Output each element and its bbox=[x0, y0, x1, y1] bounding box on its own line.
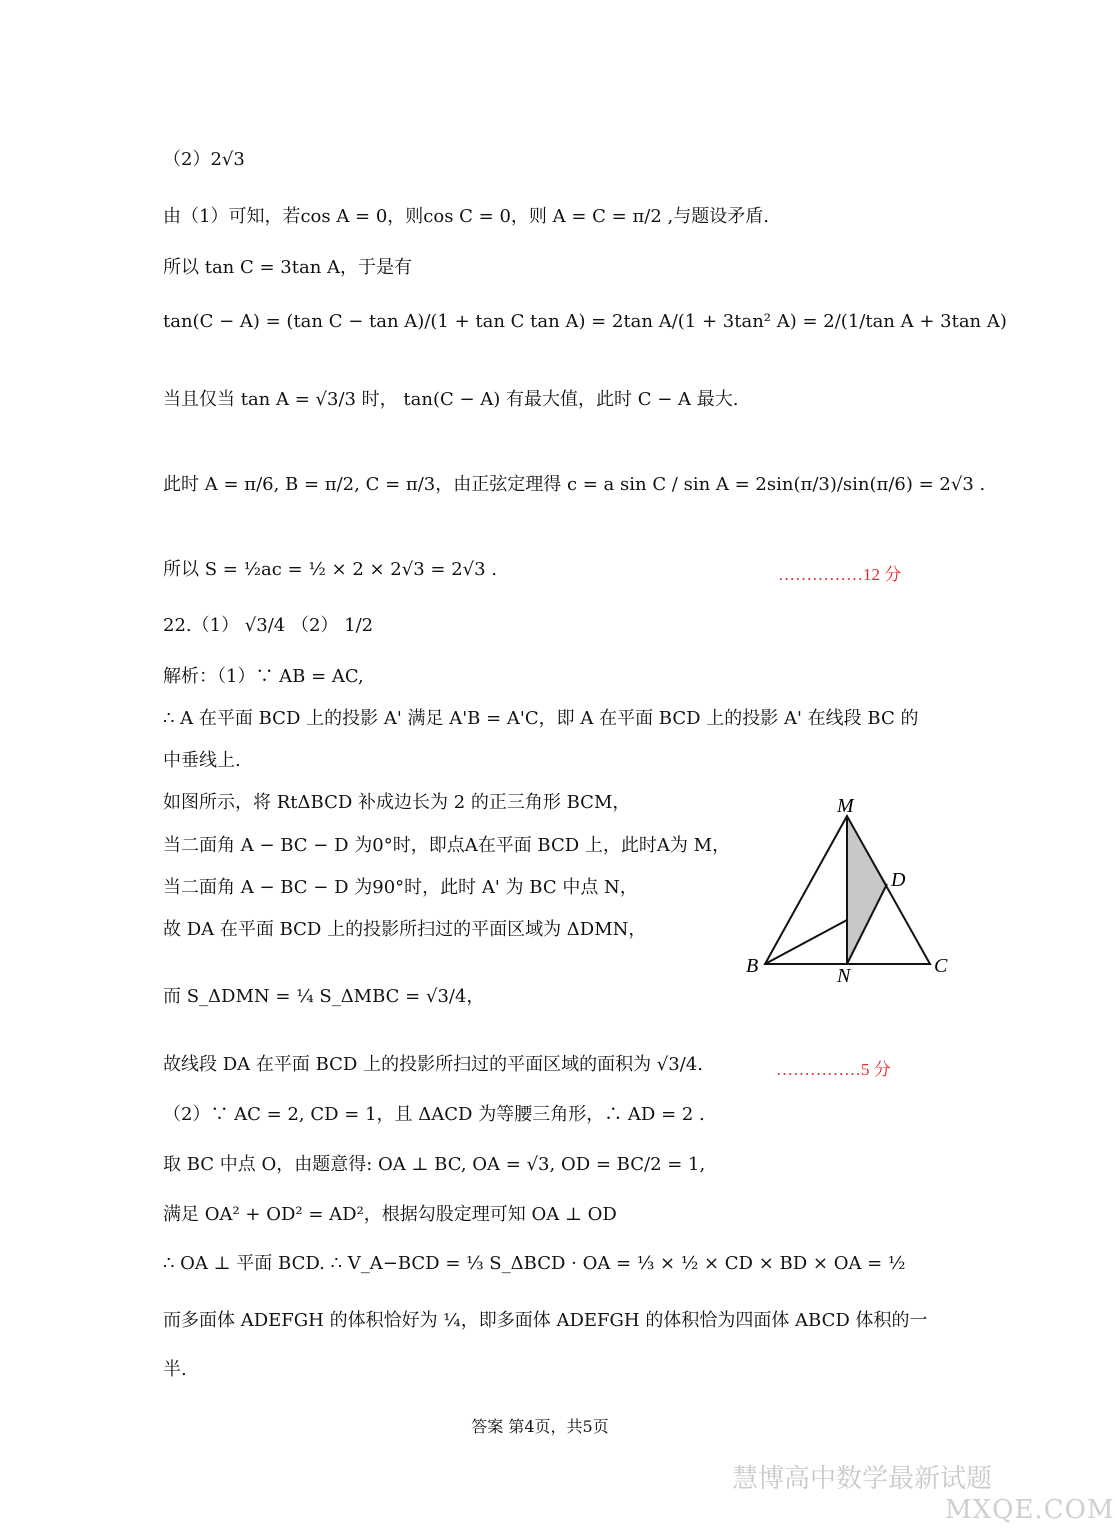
label-n: N bbox=[837, 965, 851, 987]
label-c: C bbox=[934, 955, 948, 977]
analysis-line-3: 中垂线上. bbox=[163, 750, 241, 771]
analysis-line-5: 当二面角 A − BC − D 为0°时，即点A在平面 BCD 上，此时A为 M， bbox=[163, 835, 731, 856]
paragraph-line-1: 由（1）可知，若cos A = 0，则cos C = 0，则 A = C = π/2 ,与题设矛盾. bbox=[163, 206, 769, 227]
paragraph-line-4: 此时 A = π/6, B = π/2, C = π/3，由正弦定理得 c = a sin C / sin A = 2sin(π/3)/sin(π/6) = 2√3 . bbox=[163, 474, 986, 495]
analysis-line-8: 而 S_ΔDMN = ¼ S_ΔMBC = √3/4， bbox=[163, 986, 485, 1007]
watermark-site: MXQE.COM bbox=[945, 1495, 1115, 1525]
label-b: B bbox=[746, 955, 759, 977]
part2-line-5: 而多面体 ADEFGH 的体积恰好为 ¼，即多面体 ADEFGH 的体积恰为四面体 ABCD 体积的一 bbox=[163, 1310, 928, 1331]
part2-line-6: 半. bbox=[163, 1359, 187, 1380]
triangle-diagram bbox=[740, 790, 970, 990]
shaded-region-dmn bbox=[847, 816, 887, 964]
score-12-mark: ……………12 分 bbox=[778, 565, 902, 584]
formula-tan-difference: tan(C − A) = (tan C − tan A)/(1 + tan C tan A) = 2tan A/(1 + 3tan² A) = 2/(1/tan A + 3tan A) bbox=[163, 311, 1007, 332]
analysis-line-6: 当二面角 A − BC − D 为90°时，此时 A' 为 BC 中点 N， bbox=[163, 877, 638, 898]
question-22-heading: 22.（1） √3/4 （2） 1/2 bbox=[163, 615, 374, 636]
part2-line-3: 满足 OA² + OD² = AD²，根据勾股定理可知 OA ⊥ OD bbox=[163, 1204, 617, 1225]
page-footer: 答案 第4页，共5页 bbox=[471, 1417, 609, 1436]
analysis-line-1: 解析：（1）∵ AB = AC, bbox=[163, 666, 364, 687]
analysis-line-4: 如图所示，将 RtΔBCD 补成边长为 2 的正三角形 BCM， bbox=[163, 792, 631, 813]
part2-heading: （2）2√3 bbox=[163, 149, 245, 170]
paragraph-line-3: 当且仅当 tan A = √3/3 时， tan(C − A) 有最大值，此时 C − A 最大. bbox=[163, 389, 739, 410]
label-m: M bbox=[837, 795, 854, 817]
part2-line-1: （2）∵ AC = 2, CD = 1，且 ΔACD 为等腰三角形，∴ AD = 2 . bbox=[163, 1104, 705, 1125]
part2-line-2: 取 BC 中点 O，由题意得: OA ⊥ BC, OA = √3, OD = BC/2 = 1, bbox=[163, 1154, 706, 1175]
watermark-text: 慧博高中数学最新试题 bbox=[732, 1464, 993, 1494]
paragraph-line-2: 所以 tan C = 3tan A，于是有 bbox=[163, 257, 413, 278]
analysis-line-9: 故线段 DA 在平面 BCD 上的投影所扫过的平面区域的面积为 √3/4. bbox=[163, 1054, 703, 1075]
score-5-mark: ……………5 分 bbox=[776, 1060, 891, 1079]
paragraph-line-5: 所以 S = ½ac = ½ × 2 × 2√3 = 2√3 . bbox=[163, 559, 498, 580]
analysis-line-2: ∴ A 在平面 BCD 上的投影 A' 满足 A'B = A'C，即 A 在平面 BCD 上的投影 A' 在线段 BC 的 bbox=[163, 708, 919, 729]
label-d: D bbox=[891, 869, 906, 891]
analysis-line-7: 故 DA 在平面 BCD 上的投影所扫过的平面区域为 ΔDMN， bbox=[163, 919, 647, 940]
part2-line-4: ∴ OA ⊥ 平面 BCD. ∴ V_A−BCD = ⅓ S_ΔBCD · OA = ⅓ × ½ × CD × BD × OA = ½ bbox=[163, 1253, 906, 1274]
